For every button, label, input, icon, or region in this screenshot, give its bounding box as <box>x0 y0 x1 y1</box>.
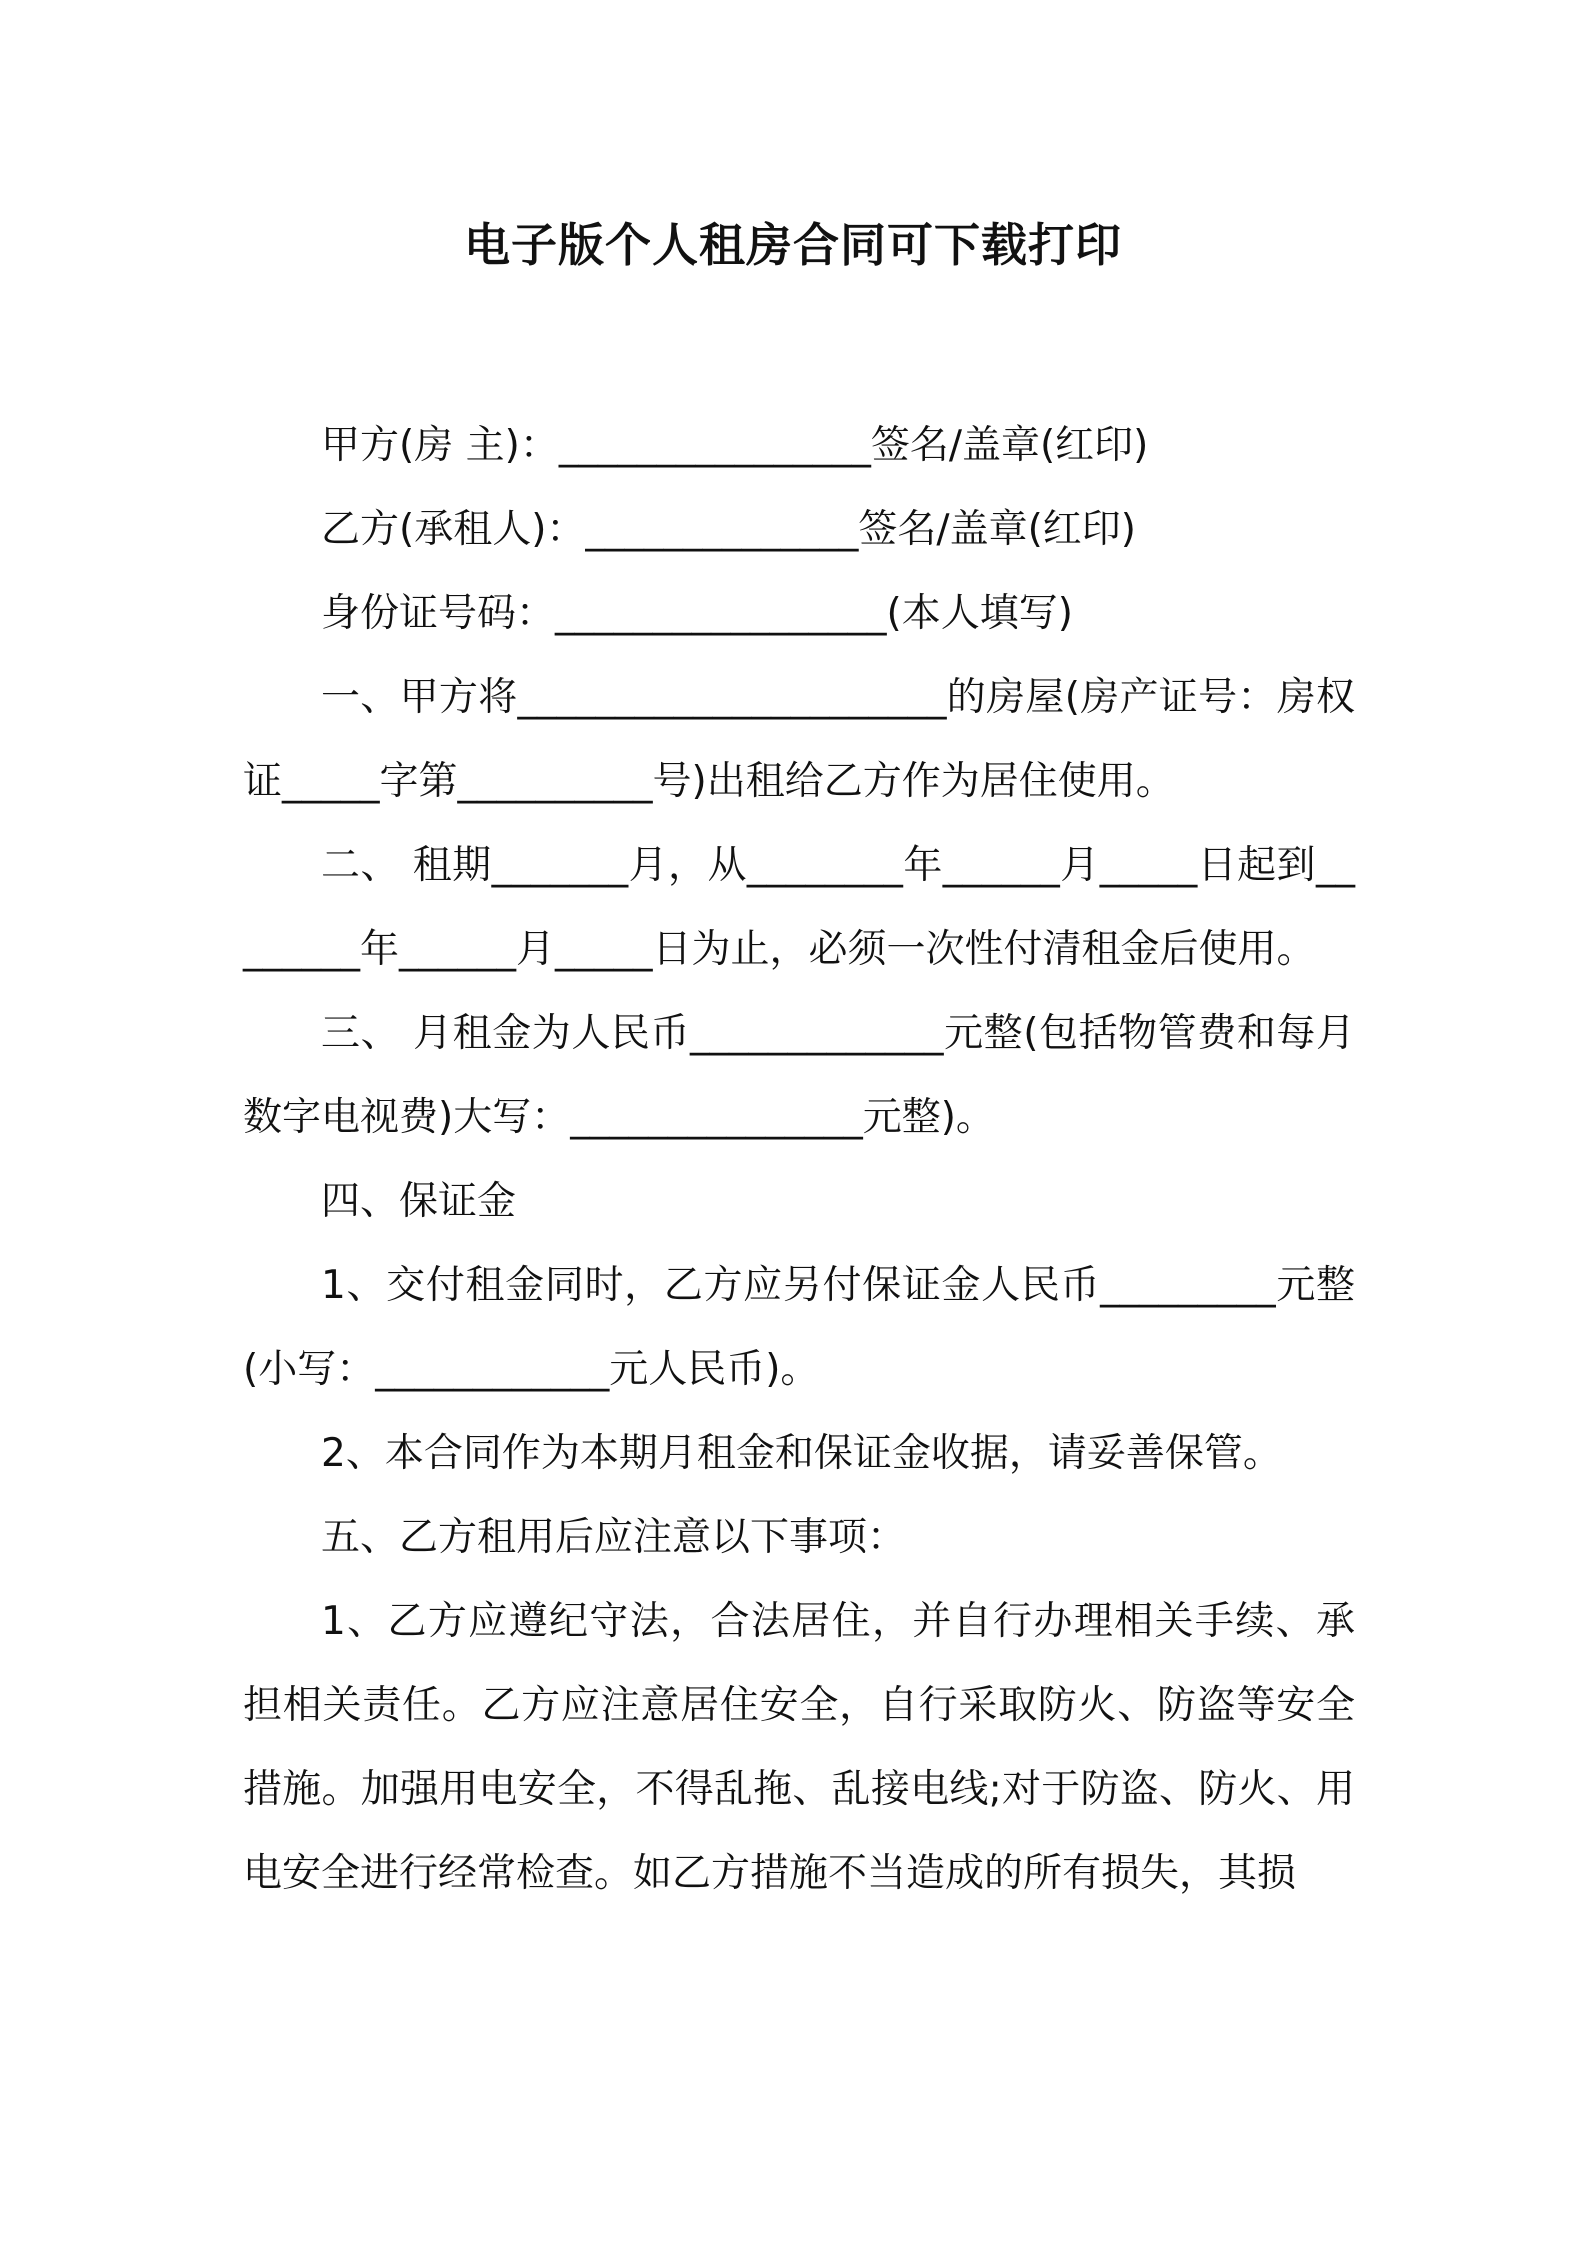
clause-5-heading: 五、乙方租用后应注意以下事项： <box>321 1515 907 1560</box>
clause-5-item-1: 1、乙方应遵纪守法，合法居住，并自行办理相关手续、承担相关责任。乙方应注意居住安全，自行采取防火、防盗等安全措施。加强用电安全，不得乱拖、乱接电线;对于防盗、防火、用电安全进行经常检查。如乙方措施不当造成的所有损失，其损 <box>243 1599 1355 1896</box>
party-b-line: 乙方(承租人)：______________签名/盖章(红印) <box>321 507 1137 552</box>
document-title: 电子版个人租房合同可下载打印 <box>464 218 1122 272</box>
clause-4-item-1: 1、交付租金同时，乙方应另付保证金人民币_________元整(小写：____________元人民币)。 <box>243 1263 1355 1392</box>
clause-2-term: 二、 租期_______月，从________年______月_____日起到________年______月_____日为止，必须一次性付清租金后使用。 <box>243 843 1355 972</box>
clause-4-deposit-heading: 四、保证金 <box>321 1179 517 1224</box>
clause-3-rent: 三、 月租金为人民币_____________元整(包括物管费和每月数字电视费)大写：_______________元整)。 <box>243 1011 1355 1140</box>
id-number-line: 身份证号码：_________________(本人填写) <box>321 591 1073 636</box>
clause-4-item-2: 2、本合同作为本期月租金和保证金收据，请妥善保管。 <box>321 1431 1282 1476</box>
contract-body <box>243 404 1355 1916</box>
clause-1-property: 一、甲方将______________________的房屋(房产证号：房权证_____字第__________号)出租给乙方作为居住使用。 <box>243 675 1355 804</box>
party-a-line: 甲方(房 主)：________________签名/盖章(红印) <box>321 423 1149 468</box>
